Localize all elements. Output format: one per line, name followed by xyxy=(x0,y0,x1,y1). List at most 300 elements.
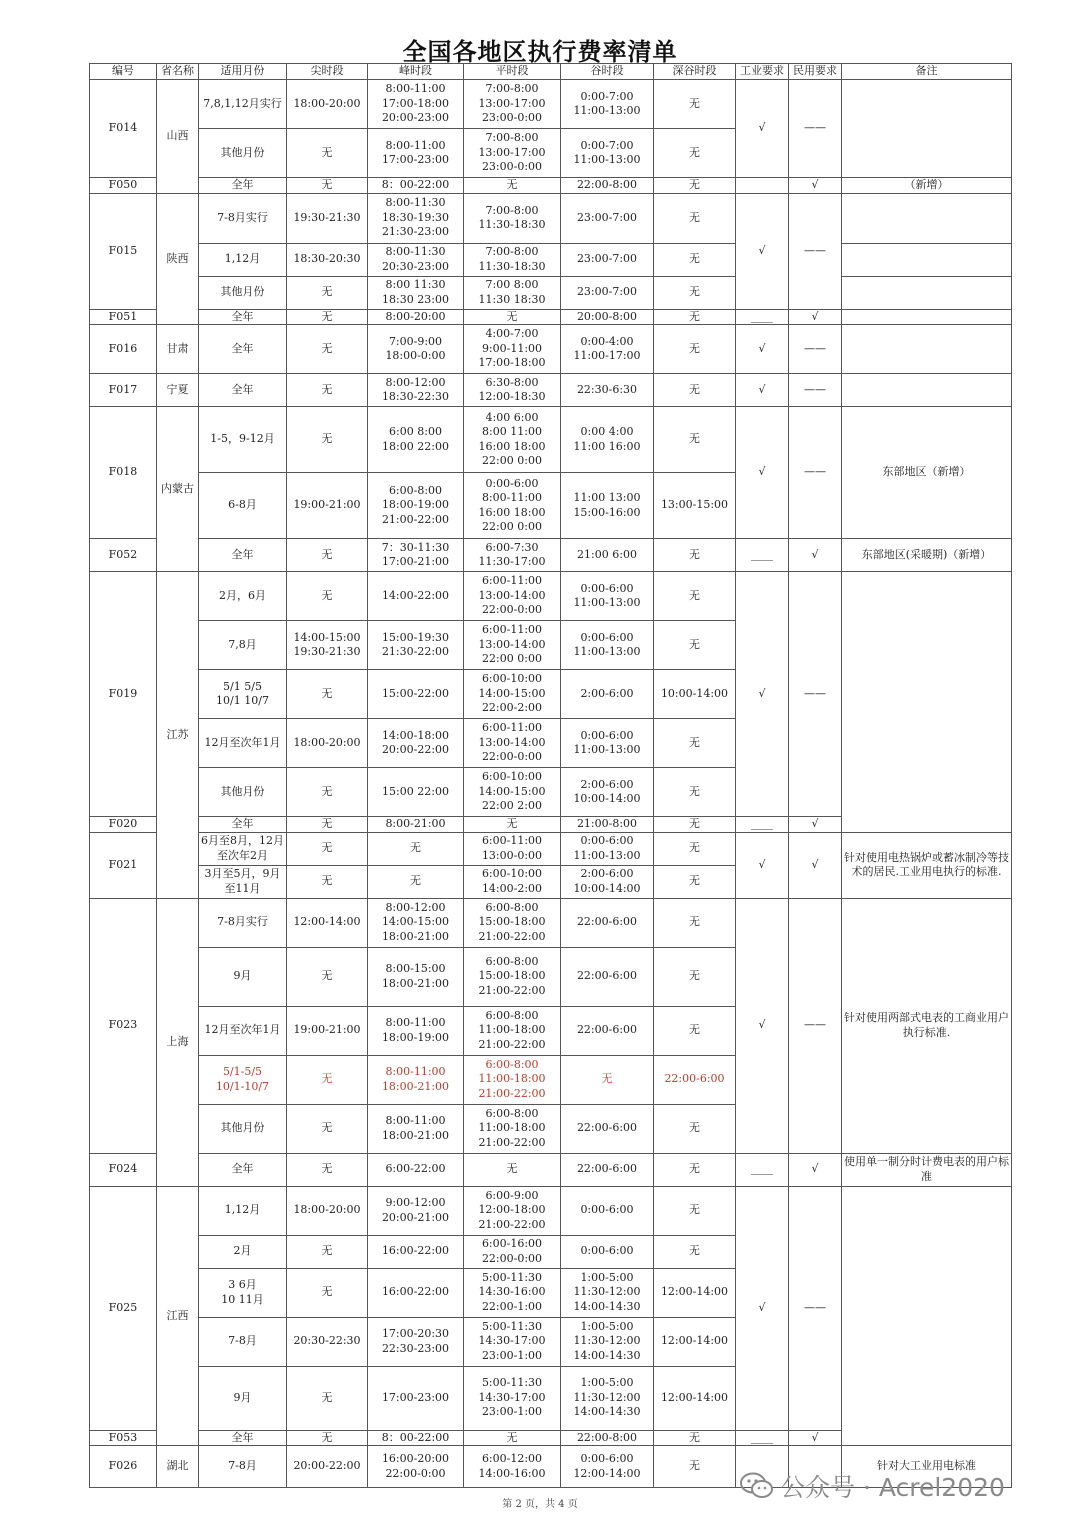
table-cell: 无 xyxy=(654,129,736,178)
table-cell: 6:00-9:00 12:00-18:00 21:00-22:00 xyxy=(464,1186,561,1235)
table-cell: 9月 xyxy=(199,947,287,1006)
table-cell: 无 xyxy=(654,276,736,309)
table-cell xyxy=(842,80,1012,178)
table-cell: 6:00-8:00 11:00-18:00 21:00-22:00 xyxy=(464,1055,561,1104)
table-cell: 14:00-22:00 xyxy=(368,572,464,621)
table-cell: 无 xyxy=(654,193,736,243)
table-cell: 8:00-12:00 18:30-22:30 xyxy=(368,374,464,407)
table-cell: 无 xyxy=(287,1366,368,1430)
table-cell: 8：00-22:00 xyxy=(368,178,464,194)
table-cell: 6:00-16:00 22:00-0:00 xyxy=(464,1235,561,1268)
table-cell: F051 xyxy=(90,309,157,325)
table-cell: 2:00-6:00 10:00-14:00 xyxy=(561,768,654,817)
table-cell: 10:00-14:00 xyxy=(654,670,736,719)
table-row xyxy=(90,407,1012,473)
table-cell: 6:00-10:00 14:00-2:00 xyxy=(464,865,561,898)
table-cell: 全年 xyxy=(199,325,287,374)
table-cell: √ xyxy=(736,1186,789,1430)
table-cell: 无 xyxy=(654,1104,736,1153)
table-cell: 8:00-20:00 xyxy=(368,309,464,325)
table-cell: 21:00-8:00 xyxy=(561,817,654,833)
table-cell: 无 xyxy=(464,1430,561,1446)
table-cell: 23:00-7:00 xyxy=(561,276,654,309)
table-cell: 无 xyxy=(287,832,368,865)
table-cell: 6:00-11:00 13:00-14:00 22:00-0:00 xyxy=(464,719,561,768)
table-cell: 5:00-11:30 14:30-16:00 22:00-1:00 xyxy=(464,1268,561,1317)
table-cell: 其他月份 xyxy=(199,276,287,309)
table-cell: 无 xyxy=(287,407,368,473)
table-row xyxy=(90,539,1012,572)
table-cell: —— xyxy=(789,572,842,817)
table-cell: ____ xyxy=(736,539,789,572)
table-cell: 无 xyxy=(654,1235,736,1268)
table-cell: 12:00-14:00 xyxy=(287,898,368,947)
table-cell: 8:00-11:00 18:00-21:00 xyxy=(368,1055,464,1104)
table-cell: 无 xyxy=(287,374,368,407)
table-cell xyxy=(842,309,1012,325)
table-cell xyxy=(842,193,1012,243)
table-cell: F023 xyxy=(90,898,157,1153)
table-cell: 19:00-21:00 xyxy=(287,473,368,539)
table-cell: F026 xyxy=(90,1446,157,1488)
header-cell: 尖时段 xyxy=(287,64,368,80)
table-cell: —— xyxy=(789,325,842,374)
table-cell: 22:00-6:00 xyxy=(561,1153,654,1186)
table-cell: 3月至5月，9月至11月 xyxy=(199,865,287,898)
table-cell: 7-8月 xyxy=(199,1317,287,1366)
table-cell: 无 xyxy=(654,1006,736,1055)
table-cell: 8:00-12:00 14:00-15:00 18:00-21:00 xyxy=(368,898,464,947)
table-cell: 无 xyxy=(654,243,736,276)
table-row xyxy=(90,276,1012,309)
table-cell: 22:00-8:00 xyxy=(561,1430,654,1446)
table-cell: 无 xyxy=(287,1430,368,1446)
table-cell: 7:00-8:00 13:00-17:00 23:00-0:00 xyxy=(464,80,561,129)
table-cell: √ xyxy=(789,178,842,194)
table-cell: 无 xyxy=(654,768,736,817)
table-cell: ____ xyxy=(736,817,789,833)
table-cell xyxy=(842,572,1012,833)
table-cell: 山西 xyxy=(157,80,199,194)
table-cell: 湖北 xyxy=(157,1446,199,1488)
table-cell: 14:00-18:00 20:00-22:00 xyxy=(368,719,464,768)
table-cell: 甘肃 xyxy=(157,325,199,374)
table-cell: 6:00-8:00 15:00-18:00 21:00-22:00 xyxy=(464,898,561,947)
table-row xyxy=(90,1153,1012,1186)
table-cell: 2月，6月 xyxy=(199,572,287,621)
header-cell: 深谷时段 xyxy=(654,64,736,80)
table-cell: 12月至次年1月 xyxy=(199,719,287,768)
table-cell: 16:00-22:00 xyxy=(368,1268,464,1317)
table-cell: F053 xyxy=(90,1430,157,1446)
table-cell: —— xyxy=(789,374,842,407)
table-cell: 无 xyxy=(654,898,736,947)
table-cell: F017 xyxy=(90,374,157,407)
table-cell: 0:00-6:00 11:00-13:00 xyxy=(561,621,654,670)
table-cell: 6:00 8:00 18:00 22:00 xyxy=(368,407,464,473)
table-cell: F014 xyxy=(90,80,157,178)
table-cell: √ xyxy=(736,374,789,407)
table-cell: F020 xyxy=(90,817,157,833)
table-cell: 无 xyxy=(654,309,736,325)
table-cell: —— xyxy=(789,1186,842,1430)
table-cell: 22:00-6:00 xyxy=(654,1055,736,1104)
table-cell: 无 xyxy=(287,1104,368,1153)
table-cell: 18:00-20:00 xyxy=(287,719,368,768)
table-cell: 0:00-6:00 8:00-11:00 16:00 18:00 22:00 0:00 xyxy=(464,473,561,539)
table-cell: —— xyxy=(789,407,842,539)
header-cell: 编号 xyxy=(90,64,157,80)
table-row xyxy=(90,243,1012,276)
table-cell: 1:00-5:00 11:30-12:00 14:00-14:30 xyxy=(561,1317,654,1366)
header-cell: 省名称 xyxy=(157,64,199,80)
table-cell: F050 xyxy=(90,178,157,194)
table-cell: 22:30-6:30 xyxy=(561,374,654,407)
table-cell: √ xyxy=(789,1430,842,1446)
table-cell: 0:00-7:00 11:00-13:00 xyxy=(561,80,654,129)
table-cell: 23:00-7:00 xyxy=(561,243,654,276)
table-cell: 无 xyxy=(654,719,736,768)
table-cell: 2月 xyxy=(199,1235,287,1268)
table-cell: 6:00-7:30 11:30-17:00 xyxy=(464,539,561,572)
table-cell: 6:00-11:00 13:00-14:00 22:00-0:00 xyxy=(464,572,561,621)
table-cell: 19:00-21:00 xyxy=(287,1006,368,1055)
table-header-row xyxy=(90,64,1012,80)
table-cell: 8:00-15:00 18:00-21:00 xyxy=(368,947,464,1006)
table-cell: 0:00-6:00 11:00-13:00 xyxy=(561,572,654,621)
table-cell: 上海 xyxy=(157,898,199,1186)
table-cell: 0:00-6:00 11:00-13:00 xyxy=(561,719,654,768)
table-cell: 无 xyxy=(464,817,561,833)
header-cell: 适用月份 xyxy=(199,64,287,80)
table-row xyxy=(90,325,1012,374)
table-cell: 1,12月 xyxy=(199,243,287,276)
table-cell xyxy=(842,243,1012,276)
table-cell: ____ xyxy=(736,1430,789,1446)
table-cell: 15:00 22:00 xyxy=(368,768,464,817)
table-cell: 无 xyxy=(654,1430,736,1446)
table-cell: √ xyxy=(736,898,789,1153)
table-cell: 无 xyxy=(287,1153,368,1186)
table-cell: 针对使用两部式电表的工商业用户执行标准. xyxy=(842,898,1012,1153)
table-cell: 5/1 5/5 10/1 10/7 xyxy=(199,670,287,719)
table-cell: 无 xyxy=(561,1055,654,1104)
table-cell: 6月至8月，12月至次年2月 xyxy=(199,832,287,865)
table-cell: 7-8月实行 xyxy=(199,193,287,243)
table-cell: 无 xyxy=(287,129,368,178)
table-cell: 6:00-8:00 11:00-18:00 21:00-22:00 xyxy=(464,1104,561,1153)
table-cell: 8:00-11:00 17:00-23:00 xyxy=(368,129,464,178)
table-cell: 7:00-8:00 13:00-17:00 23:00-0:00 xyxy=(464,129,561,178)
table-cell: （新增） xyxy=(842,178,1012,194)
table-cell: √ xyxy=(789,539,842,572)
table-cell: 12:00-14:00 xyxy=(654,1268,736,1317)
table-cell: 无 xyxy=(287,817,368,833)
table-cell: 7,8月 xyxy=(199,621,287,670)
table-cell: 无 xyxy=(654,1153,736,1186)
table-cell: 无 xyxy=(654,621,736,670)
table-cell: 9:00-12:00 20:00-21:00 xyxy=(368,1186,464,1235)
table-cell: 其他月份 xyxy=(199,129,287,178)
table-cell: 无 xyxy=(287,947,368,1006)
watermark xyxy=(740,1468,1005,1504)
table-cell: —— xyxy=(789,80,842,178)
table-cell: 8：00-22:00 xyxy=(368,1430,464,1446)
table-cell: 12:00-14:00 xyxy=(654,1366,736,1430)
table-row xyxy=(90,374,1012,407)
table-cell: 11:00 13:00 15:00-16:00 xyxy=(561,473,654,539)
table-cell: 无 xyxy=(654,817,736,833)
table-row xyxy=(90,193,1012,243)
table-cell: 6:00-12:00 14:00-16:00 xyxy=(464,1446,561,1488)
table-cell: 23:00-7:00 xyxy=(561,193,654,243)
table-cell: 0:00-6:00 xyxy=(561,1235,654,1268)
table-row xyxy=(90,898,1012,947)
table-cell: 16:00-22:00 xyxy=(368,1235,464,1268)
table-cell: ____ xyxy=(736,1153,789,1186)
table-cell: 22:00-6:00 xyxy=(561,947,654,1006)
rate-table-body xyxy=(90,80,1012,1488)
table-cell: 无 xyxy=(287,539,368,572)
table-cell: 6:00-22:00 xyxy=(368,1153,464,1186)
table-cell: ____ xyxy=(736,309,789,325)
table-cell: 无 xyxy=(464,309,561,325)
table-cell: 1:00-5:00 11:30-12:00 14:00-14:30 xyxy=(561,1366,654,1430)
table-cell: 无 xyxy=(654,947,736,1006)
table-cell: 陕西 xyxy=(157,193,199,325)
table-cell: 12月至次年1月 xyxy=(199,1006,287,1055)
table-cell: 21:00 6:00 xyxy=(561,539,654,572)
table-cell: 东部地区(采暖期)（新增） xyxy=(842,539,1012,572)
table-cell: 无 xyxy=(654,1186,736,1235)
table-cell xyxy=(842,374,1012,407)
table-cell: 无 xyxy=(287,1055,368,1104)
table-cell: —— xyxy=(789,193,842,309)
header-cell: 民用要求 xyxy=(789,64,842,80)
table-cell: 东部地区（新增） xyxy=(842,407,1012,539)
table-cell: 6:00-11:00 13:00-14:00 22:00 0:00 xyxy=(464,621,561,670)
page-footer: 第 2 页，共 4 页 xyxy=(502,1499,578,1510)
table-cell: 8:00-11:30 20:30-23:00 xyxy=(368,243,464,276)
table-cell: 全年 xyxy=(199,309,287,325)
table-cell: 无 xyxy=(654,865,736,898)
table-cell: 无 xyxy=(287,178,368,194)
table-cell: 0:00 4:00 11:00 16:00 xyxy=(561,407,654,473)
table-cell: 6:00-8:00 11:00-18:00 21:00-22:00 xyxy=(464,1006,561,1055)
table-cell: 22:00-8:00 xyxy=(561,178,654,194)
table-cell: 无 xyxy=(654,178,736,194)
table-cell: 全年 xyxy=(199,178,287,194)
table-cell: 6:00-8:00 18:00-19:00 21:00-22:00 xyxy=(368,473,464,539)
table-cell: 7：30-11:30 17:00-21:00 xyxy=(368,539,464,572)
table-cell: 20:00-22:00 xyxy=(287,1446,368,1488)
header-cell: 峰时段 xyxy=(368,64,464,80)
table-cell: 全年 xyxy=(199,1153,287,1186)
table-cell: 5/1-5/5 10/1-10/7 xyxy=(199,1055,287,1104)
table-cell: 无 xyxy=(654,1446,736,1488)
header-cell: 工业要求 xyxy=(736,64,789,80)
table-cell: 20:00-8:00 xyxy=(561,309,654,325)
table-cell: 全年 xyxy=(199,374,287,407)
table-cell: 0:00-6:00 11:00-13:00 xyxy=(561,832,654,865)
table-cell: 13:00-15:00 xyxy=(654,473,736,539)
table-cell: 18:30-20:30 xyxy=(287,243,368,276)
table-cell: 7:00-8:00 11:30-18:30 xyxy=(464,193,561,243)
table-cell: 8:00-11:00 17:00-18:00 20:00-23:00 xyxy=(368,80,464,129)
table-cell: 无 xyxy=(287,865,368,898)
table-cell: 1:00-5:00 11:30-12:00 14:00-14:30 xyxy=(561,1268,654,1317)
table-cell: 2:00-6:00 xyxy=(561,670,654,719)
table-cell: 17:00-23:00 xyxy=(368,1366,464,1430)
table-cell: √ xyxy=(736,832,789,898)
table-cell: 7:00-9:00 18:00-0:00 xyxy=(368,325,464,374)
table-cell: 6:00-8:00 15:00-18:00 21:00-22:00 xyxy=(464,947,561,1006)
table-cell: 22:00-6:00 xyxy=(561,1006,654,1055)
table-cell: 无 xyxy=(368,832,464,865)
table-cell: 0:00-4:00 11:00-17:00 xyxy=(561,325,654,374)
table-cell: 8:00 11:30 18:30 23:00 xyxy=(368,276,464,309)
table-cell: 宁夏 xyxy=(157,374,199,407)
table-cell: 1,12月 xyxy=(199,1186,287,1235)
table-cell: 4:00-7:00 9:00-11:00 17:00-18:00 xyxy=(464,325,561,374)
table-cell: 14:00-15:00 19:30-21:30 xyxy=(287,621,368,670)
table-cell: F025 xyxy=(90,1186,157,1430)
table-cell: F015 xyxy=(90,193,157,309)
table-cell: 8:00-21:00 xyxy=(368,817,464,833)
table-cell: 6:30-8:00 12:00-18:30 xyxy=(464,374,561,407)
table-cell: 无 xyxy=(654,374,736,407)
table-row xyxy=(90,178,1012,194)
table-cell: 无 xyxy=(654,407,736,473)
table-row xyxy=(90,572,1012,621)
table-cell: 15:00-19:30 21:30-22:00 xyxy=(368,621,464,670)
table-cell: 16:00-20:00 22:00-0:00 xyxy=(368,1446,464,1488)
table-cell: F019 xyxy=(90,572,157,817)
table-cell xyxy=(842,325,1012,374)
table-cell: 19:30-21:30 xyxy=(287,193,368,243)
table-cell: 5:00-11:30 14:30-17:00 23:00-1:00 xyxy=(464,1366,561,1430)
table-cell: 7:00 8:00 11:30 18:30 xyxy=(464,276,561,309)
page-title: 全国各地区执行费率清单 xyxy=(402,38,678,66)
table-cell: 22:00-6:00 xyxy=(561,1104,654,1153)
rate-table xyxy=(89,63,1012,1488)
table-cell: F016 xyxy=(90,325,157,374)
table-cell: 8:00-11:00 18:00-19:00 xyxy=(368,1006,464,1055)
table-cell: 无 xyxy=(654,539,736,572)
table-cell: 9月 xyxy=(199,1366,287,1430)
table-cell: 江西 xyxy=(157,1186,199,1446)
table-cell: 6-8月 xyxy=(199,473,287,539)
table-cell: 无 xyxy=(368,865,464,898)
table-cell: 其他月份 xyxy=(199,1104,287,1153)
table-cell: 7-8月 xyxy=(199,1446,287,1488)
table-cell: —— xyxy=(789,898,842,1153)
table-cell: 8:00-11:00 18:00-21:00 xyxy=(368,1104,464,1153)
table-cell: 7-8月实行 xyxy=(199,898,287,947)
table-cell: 全年 xyxy=(199,539,287,572)
table-cell: F018 xyxy=(90,407,157,539)
table-cell: F052 xyxy=(90,539,157,572)
table-cell: √ xyxy=(789,309,842,325)
table-cell: 15:00-22:00 xyxy=(368,670,464,719)
table-cell: √ xyxy=(736,407,789,539)
table-cell: 20:30-22:30 xyxy=(287,1317,368,1366)
table-cell: √ xyxy=(736,193,789,309)
table-row xyxy=(90,309,1012,325)
table-cell: 8:00-11:30 18:30-19:30 21:30-23:00 xyxy=(368,193,464,243)
table-cell: 0:00-6:00 12:00-14:00 xyxy=(561,1446,654,1488)
table-cell: 针对使用电热锅炉或蓄冰制冷等技术的居民.工业用电执行的标准. xyxy=(842,832,1012,898)
header-cell: 备注 xyxy=(842,64,1012,80)
table-cell: 0:00-7:00 11:00-13:00 xyxy=(561,129,654,178)
table-cell: 22:00-6:00 xyxy=(561,898,654,947)
watermark-text: 公众号 · Acrel2020 xyxy=(780,1473,1005,1502)
table-cell: 江苏 xyxy=(157,572,199,899)
table-row xyxy=(90,1186,1012,1235)
table-cell: 18:00-20:00 xyxy=(287,1186,368,1235)
table-cell: 无 xyxy=(654,572,736,621)
table-cell: 无 xyxy=(287,670,368,719)
table-cell: 6:00-10:00 14:00-15:00 22:00 2:00 xyxy=(464,768,561,817)
table-cell: 无 xyxy=(287,309,368,325)
table-cell: √ xyxy=(789,1153,842,1186)
table-row xyxy=(90,832,1012,865)
table-cell: √ xyxy=(736,325,789,374)
table-cell xyxy=(842,276,1012,309)
table-cell: 无 xyxy=(287,325,368,374)
header-cell: 平时段 xyxy=(464,64,561,80)
table-cell: 17:00-20:30 22:30-23:00 xyxy=(368,1317,464,1366)
table-cell: 1-5，9-12月 xyxy=(199,407,287,473)
table-cell: 4:00 6:00 8:00 11:00 16:00 18:00 22:00 0:00 xyxy=(464,407,561,473)
table-cell: 内蒙古 xyxy=(157,407,199,572)
table-cell: √ xyxy=(736,80,789,178)
table-cell: 6:00-11:00 13:00-0:00 xyxy=(464,832,561,865)
table-cell xyxy=(736,178,789,194)
table-cell: 无 xyxy=(287,276,368,309)
table-cell: 5:00-11:30 14:30-17:00 23:00-1:00 xyxy=(464,1317,561,1366)
table-cell xyxy=(842,1186,1012,1446)
table-cell: 无 xyxy=(287,768,368,817)
table-cell: √ xyxy=(789,817,842,833)
table-cell: 0:00-6:00 xyxy=(561,1186,654,1235)
table-cell: 其他月份 xyxy=(199,768,287,817)
table-cell: 全年 xyxy=(199,1430,287,1446)
table-cell: 全年 xyxy=(199,817,287,833)
table-cell: 无 xyxy=(654,80,736,129)
table-cell: 无 xyxy=(464,1153,561,1186)
table-cell: 7:00-8:00 11:30-18:30 xyxy=(464,243,561,276)
wechat-icon xyxy=(740,1472,774,1500)
table-cell: 使用单一制分时计费电表的用户标准 xyxy=(842,1153,1012,1186)
table-cell: 针对大工业用电标准 xyxy=(842,1446,1012,1488)
table-cell: 无 xyxy=(654,832,736,865)
table-cell: F021 xyxy=(90,832,157,898)
table-cell: 无 xyxy=(464,178,561,194)
table-cell: √ xyxy=(789,832,842,898)
header-cell: 谷时段 xyxy=(561,64,654,80)
table-cell: F024 xyxy=(90,1153,157,1186)
table-cell: 无 xyxy=(654,325,736,374)
table-cell: 无 xyxy=(287,572,368,621)
table-cell: 3 6月 10 11月 xyxy=(199,1268,287,1317)
table-cell: 7,8,1,12月实行 xyxy=(199,80,287,129)
table-cell: 6:00-10:00 14:00-15:00 22:00-2:00 xyxy=(464,670,561,719)
table-cell: √ xyxy=(736,572,789,817)
table-cell: 12:00-14:00 xyxy=(654,1317,736,1366)
table-cell: 无 xyxy=(287,1268,368,1317)
table-cell: 18:00-20:00 xyxy=(287,80,368,129)
